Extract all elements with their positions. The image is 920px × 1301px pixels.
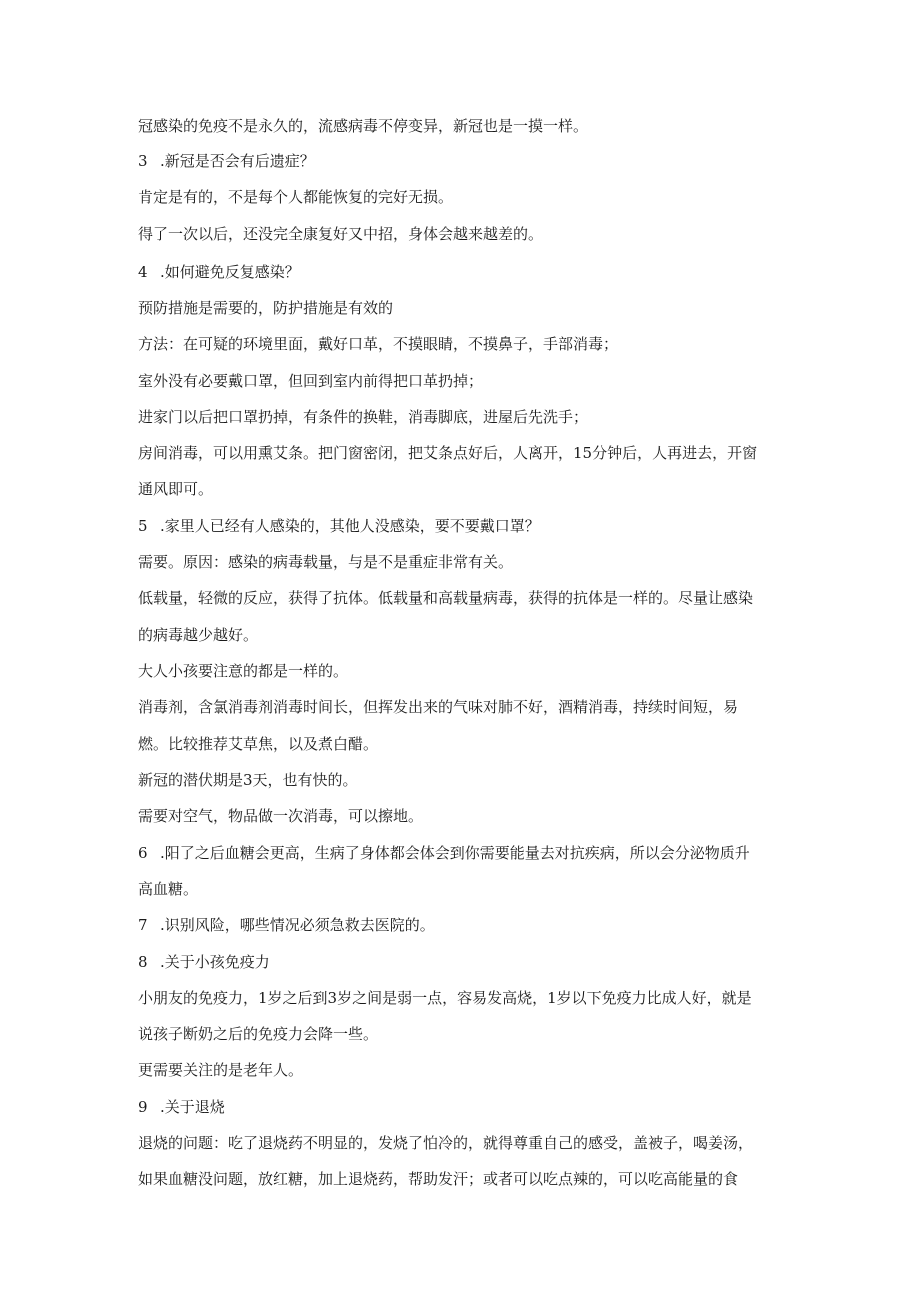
paragraph-line <box>138 443 757 463</box>
numbered-heading <box>138 516 540 536</box>
line-text: .新冠是否会有后遗症？ <box>160 152 315 170</box>
paragraph-line <box>138 334 618 354</box>
numbered-heading <box>138 952 270 972</box>
line-text: 通风即可。 <box>138 480 214 498</box>
line-text: 需要对空气，物品做一次消毒，可以擦地。 <box>138 807 424 825</box>
paragraph-line <box>138 552 513 572</box>
item-number: 3 <box>138 152 148 170</box>
line-text: 的病毒越少越好。 <box>138 626 259 644</box>
line-text: 房间消毒，可以用熏艾条。把门窗密闭，把艾条点好后，人离开，15分钟后，人再进去，开窗 <box>138 444 758 462</box>
line-text: 燃。比较推荐艾草焦，以及煮白醋。 <box>138 735 379 753</box>
line-text: .如何避免反复感染？ <box>160 263 300 281</box>
paragraph-line <box>138 116 588 136</box>
paragraph-line <box>138 371 483 391</box>
paragraph-line <box>138 298 393 318</box>
line-text: 室外没有必要戴口罩，但回到室内前得把口革扔掉； <box>138 372 484 390</box>
paragraph-line <box>138 187 453 207</box>
line-text: 说孩子断奶之后的免疫力会降一些。 <box>138 1025 379 1043</box>
line-text: 新冠的潜伏期是3天，也有快的。 <box>138 771 358 789</box>
paragraph-line <box>138 661 348 681</box>
line-text: .关于小孩免疫力 <box>160 953 270 971</box>
line-text: 消毒剂，含氯消毒剂消毒时间长，但挥发出来的气味对肺不好，酒精消毒，持续时间短，易 <box>138 698 739 716</box>
item-number: 4 <box>138 263 148 281</box>
paragraph-line <box>138 588 753 608</box>
line-text: 大人小孩要注意的都是一样的。 <box>138 662 349 680</box>
line-text: 得了一次以后，还没完全康复好又中招，身体会越来越差的。 <box>138 225 544 243</box>
line-text: 高血糖。 <box>138 880 199 898</box>
paragraph-line <box>138 1169 738 1189</box>
item-number: 7 <box>138 916 148 934</box>
line-text: 小朋友的免疫力，1岁之后到3岁之间是弱一点，容易发高烧，1岁以下免疫力比成人好，就是 <box>138 989 752 1007</box>
line-text: 低载量，轻微的反应，获得了抗体。低载量和高载量病毒，获得的抗体是一样的。尽量让感染 <box>138 589 754 607</box>
paragraph-line <box>138 407 588 427</box>
item-number: 8 <box>138 953 148 971</box>
numbered-heading <box>138 262 300 282</box>
numbered-heading <box>138 1097 225 1117</box>
line-text: .家里人已经有人感染的，其他人没感染，要不要戴口罩？ <box>160 517 540 535</box>
numbered-heading <box>138 151 315 171</box>
line-text: 进家门以后把口罩扔掉，有条件的换鞋，消毒脚底，进屋后先洗手； <box>138 408 589 426</box>
line-text: 更需要关注的是老年人。 <box>138 1061 304 1079</box>
paragraph-line <box>138 1024 378 1044</box>
item-number: 5 <box>138 517 148 535</box>
paragraph-line <box>138 224 543 244</box>
numbered-heading <box>138 915 435 935</box>
paragraph-line <box>138 697 738 717</box>
line-text: 如果血糖没问题，放红糖，加上退烧药，帮助发汗；或者可以吃点辣的，可以吃高能量的食 <box>138 1170 739 1188</box>
item-number: 6 <box>138 844 148 862</box>
line-text: 肯定是有的，不是每个人都能恢复的完好无损。 <box>138 188 454 206</box>
line-text: 需要。原因：感染的病毒载量，与是不是重症非常有关。 <box>138 553 514 571</box>
line-text: 预防措施是需要的，防护措施是有效的 <box>138 299 394 317</box>
paragraph-line <box>138 879 198 899</box>
paragraph-line <box>138 1060 303 1080</box>
paragraph-line <box>138 734 378 754</box>
paragraph-line <box>138 479 213 499</box>
line-text: 冠感染的免疫不是永久的，流感病毒不停变异，新冠也是一摸一样。 <box>138 117 589 135</box>
paragraph-line <box>138 1133 753 1153</box>
numbered-heading <box>138 843 750 863</box>
line-text: .识别风险，哪些情况必须急救去医院的。 <box>160 916 435 934</box>
paragraph-line <box>138 806 423 826</box>
line-text: .关于退烧 <box>160 1098 225 1116</box>
paragraph-line <box>138 770 358 790</box>
line-text: .阳了之后血糖会更高，生病了身体都会体会到你需要能量去对抗疾病，所以会分泌物质升 <box>160 844 750 862</box>
paragraph-line <box>138 988 752 1008</box>
paragraph-line <box>138 625 258 645</box>
line-text: 方法：在可疑的环境里面，戴好口革，不摸眼睛，不摸鼻子，手部消毒； <box>138 335 619 353</box>
item-number: 9 <box>138 1098 148 1116</box>
line-text: 退烧的问题：吃了退烧药不明显的，发烧了怕冷的，就得尊重自己的感受，盖被子，喝姜汤， <box>138 1134 754 1152</box>
